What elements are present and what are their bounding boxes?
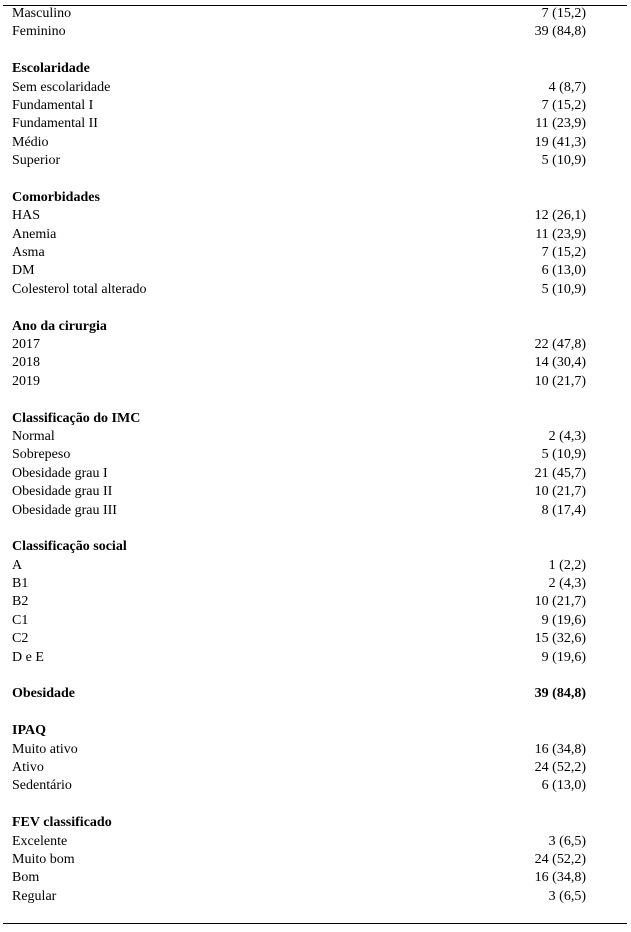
row-label: Médio	[12, 134, 49, 150]
row-value: 14 (30,4)	[534, 355, 586, 371]
row-value: 10 (21,7)	[534, 373, 586, 389]
row-label: C2	[12, 631, 29, 647]
row-label: Anemia	[12, 226, 57, 242]
table-row	[12, 207, 586, 225]
table-row	[12, 888, 586, 906]
section-header-row	[12, 410, 586, 428]
row-label: A	[12, 557, 23, 573]
row-label: Feminino	[12, 24, 66, 40]
table-row	[12, 244, 586, 262]
table-row	[12, 777, 586, 795]
table-row	[12, 97, 586, 115]
row-value: 21 (45,7)	[534, 465, 586, 481]
section-header-row	[12, 814, 586, 832]
table-row	[12, 869, 586, 887]
row-label: Fundamental II	[12, 116, 98, 132]
table-row	[12, 502, 586, 520]
row-value: 7 (15,2)	[541, 5, 586, 21]
table-row	[12, 833, 586, 851]
table-row	[12, 354, 586, 372]
row-label: 2017	[12, 337, 40, 353]
row-label: Sem escolaridade	[12, 79, 111, 95]
section-title: Classificação social	[12, 539, 127, 555]
row-value: 9 (19,6)	[541, 612, 586, 628]
table-row	[12, 115, 586, 133]
row-value: 9 (19,6)	[541, 649, 586, 665]
row-label: B1	[12, 576, 29, 592]
table-row	[12, 281, 586, 299]
row-value: 16 (34,8)	[534, 741, 586, 757]
section-title: IPAQ	[12, 723, 46, 739]
section-title: Comorbidades	[12, 189, 100, 205]
table-row	[12, 262, 586, 280]
table-row	[12, 134, 586, 152]
row-label: 2018	[12, 355, 40, 371]
row-value: 39 (84,8)	[534, 24, 586, 40]
row-label: DM	[12, 263, 35, 279]
row-label: Fundamental I	[12, 97, 94, 113]
row-label: Muito bom	[12, 851, 75, 867]
table-row	[12, 630, 586, 648]
row-label: Colesterol total alterado	[12, 281, 147, 297]
row-value: 15 (32,6)	[534, 631, 586, 647]
section-header-row	[12, 538, 586, 556]
row-label: B2	[12, 594, 29, 610]
table-row	[12, 79, 586, 97]
section-header-row	[12, 722, 586, 740]
row-value: 10 (21,7)	[534, 484, 586, 500]
row-label: Regular	[12, 888, 57, 904]
table-row	[12, 23, 586, 41]
row-label: D e E	[12, 649, 44, 665]
row-label: Excelente	[12, 833, 68, 849]
row-label: HAS	[12, 208, 41, 224]
table-row	[12, 336, 586, 354]
row-value: 6 (13,0)	[541, 778, 586, 794]
row-value: 3 (6,5)	[548, 833, 586, 849]
row-value: 22 (47,8)	[534, 337, 586, 353]
row-value: 2 (4,3)	[548, 428, 586, 444]
table-row	[12, 428, 586, 446]
row-value: 24 (52,2)	[534, 851, 586, 867]
row-value: 3 (6,5)	[548, 888, 586, 904]
table-row	[12, 226, 586, 244]
section-header-row	[12, 685, 586, 703]
table-row	[12, 575, 586, 593]
row-label: Muito ativo	[12, 741, 78, 757]
row-label: Sobrepeso	[12, 447, 71, 463]
row-value: 39 (84,8)	[534, 686, 586, 702]
row-label: Superior	[12, 153, 61, 169]
table-row	[12, 373, 586, 391]
section-title: FEV classificado	[12, 815, 112, 831]
table-row	[12, 5, 586, 23]
row-value: 24 (52,2)	[534, 760, 586, 775]
row-label: C1	[12, 612, 29, 628]
row-value: 10 (21,7)	[534, 594, 586, 610]
row-label: Sedentário	[12, 778, 72, 794]
section-title: Classificação do IMC	[12, 410, 141, 426]
row-label: Masculino	[12, 5, 72, 21]
table-row	[12, 649, 586, 667]
table-row	[12, 759, 586, 777]
row-label: Normal	[12, 428, 55, 444]
row-value: 5 (10,9)	[541, 281, 586, 297]
table-row	[12, 612, 586, 630]
row-value: 8 (17,4)	[541, 502, 586, 518]
data-table	[12, 5, 586, 906]
row-spacer	[12, 42, 586, 60]
table-row	[12, 483, 586, 501]
row-spacer	[12, 796, 586, 814]
row-spacer	[12, 391, 586, 409]
section-header-row	[12, 189, 586, 207]
table-row	[12, 594, 586, 612]
row-value: 7 (15,2)	[541, 97, 586, 113]
row-label: Obesidade grau I	[12, 465, 108, 481]
row-label: 2019	[12, 373, 40, 389]
row-value: 5 (10,9)	[541, 447, 586, 463]
table-row	[12, 851, 586, 869]
row-spacer	[12, 704, 586, 722]
row-spacer	[12, 667, 586, 685]
section-title: Ano da cirurgia	[12, 318, 107, 334]
table-row	[12, 446, 586, 464]
row-value: 11 (23,9)	[535, 116, 586, 132]
section-header-row	[12, 318, 586, 336]
row-value: 1 (2,2)	[548, 557, 586, 573]
row-spacer	[12, 520, 586, 538]
row-label: Obesidade grau III	[12, 502, 117, 518]
row-spacer	[12, 171, 586, 189]
row-value: 2 (4,3)	[548, 576, 586, 592]
row-value: 11 (23,9)	[535, 226, 586, 242]
row-value: 19 (41,3)	[534, 134, 586, 150]
row-value: 6 (13,0)	[541, 263, 586, 279]
table-row	[12, 152, 586, 170]
row-value: 5 (10,9)	[541, 153, 586, 169]
row-label: Obesidade grau II	[12, 484, 113, 500]
row-label: Bom	[12, 870, 40, 886]
table-row	[12, 557, 586, 575]
row-value: 7 (15,2)	[541, 245, 586, 261]
table-bottom-rule	[3, 923, 627, 924]
row-spacer	[12, 299, 586, 317]
row-value: 12 (26,1)	[534, 208, 586, 224]
row-label: Asma	[12, 245, 45, 261]
table-row	[12, 465, 586, 483]
row-value: 16 (34,8)	[534, 870, 586, 886]
table-row	[12, 741, 586, 759]
row-label: Ativo	[12, 760, 44, 775]
row-value: 4 (8,7)	[548, 79, 586, 95]
section-title: Escolaridade	[12, 61, 90, 77]
section-title: Obesidade	[12, 686, 76, 702]
section-header-row	[12, 60, 586, 78]
